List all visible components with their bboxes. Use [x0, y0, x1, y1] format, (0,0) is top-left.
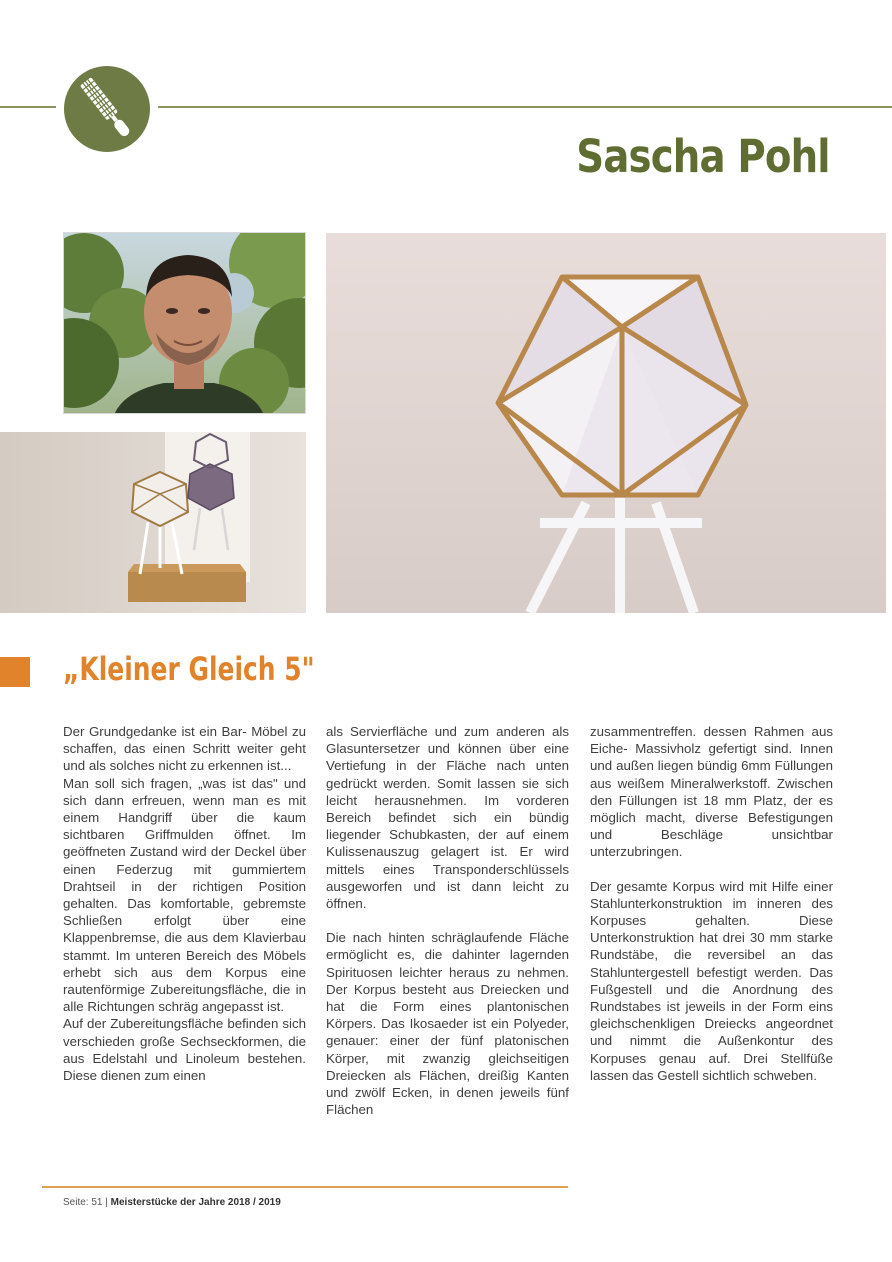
- portrait-photo: [63, 232, 306, 414]
- rasp-file-icon: [64, 66, 150, 152]
- publication-title: Meisterstücke der Jahre 2018 / 2019: [110, 1197, 281, 1208]
- category-badge: [64, 66, 150, 152]
- article-title: „Kleiner Gleich 5": [63, 650, 315, 688]
- page-number: Seite: 51: [63, 1197, 103, 1208]
- header-rule-right: [158, 106, 892, 108]
- paragraph: als Servierfläche und zum anderen als Glasuntersetzer und können über eine Vertiefung in der Fläche nach unten gedrückt werden. Somit lassen sie sich leicht herausnehmen. Im vorderen Bereich befindet sich ein bündig liegender Schubkasten, der auf einem Kulissenauszug gelagert ist. Er wird mittels eines Transponderschlüssels ausgeworfen und ist dann leicht zu öffnen.: [326, 724, 569, 912]
- paragraph: zusammentreffen. dessen Rahmen aus Eiche- Massivholz gefertigt sind. Innen und außen liegen bündig 6mm Füllungen aus weißem Mineralwerkstoff. Zwischen den Füllungen ist 18 mm Platz, der es möglich macht, diverse Befestigungen und Beschläge unsichtbar unterzubringen.: [590, 724, 833, 860]
- text-column-3: [590, 723, 833, 1084]
- header-rule-left: [0, 106, 56, 108]
- title-accent-square: [0, 657, 30, 687]
- icosahedron-bar-photo: [326, 233, 886, 613]
- paragraph: Auf der Zubereitungsfläche befinden sich verschieden große Sechseckformen, die aus Edelstahl und Linoleum bestehen. Diese dienen zum einen: [63, 1016, 306, 1084]
- paragraph: Man soll sich fragen, „was ist das" und sich dann erfreuen, wenn man es mit einem Handgriff über die kaum sichtbaren Griffmulden öffnet. Im geöffneten Zustand wird der Deckel über einen Federzug mit gummiertem Drahtseil in der richtigen Position gehalten. Das komfortable, gebremste Schließen erfolgt über eine Klappenbremse, die aus dem Klavierbau stammt. Im unteren Bereich des Möbels erhebt sich aus dem Korpus eine rautenförmige Zubereitungsfläche, die in alle Richtungen schräg angepasst ist.: [63, 775, 306, 1015]
- paragraph: Der Grundgedanke ist ein Bar- Möbel zu schaffen, das einen Schritt weiter geht und als solches nicht zu erkennen ist...: [63, 724, 306, 774]
- paragraph: Der gesamte Korpus wird mit Hilfe einer Stahlunterkonstruktion im inneren des Korpuses gehalten. Diese Unterkonstruktion hat drei 30 mm starke Rundstäbe, die reversibel an das Stahluntergestell befestigt werden. Das Fußgestell und die Anordnung des Rundstabes ist jeweils in der Form eins gleichschenkligen Dreiecks angeordnet und nimmt die Außenkontur des Korpuses genau auf. Drei Stellfüße lassen das Gestell sichtlich schweben.: [590, 878, 833, 1083]
- text-column-1: [63, 723, 306, 1084]
- footer-separator: |: [105, 1197, 108, 1208]
- furniture-scene-photo: [0, 432, 306, 613]
- paragraph: Die nach hinten schräglaufende Fläche ermöglicht es, die dahinter lagernden Spirituosen leichter heraus zu nehmen. Der Korpus besteht aus Dreiecken und hat die Form eines plantonischen Körpers. Das Ikosaeder ist ein Polyeder, genauer: einer der fünf platonischen Körper, mit zwanzig gleichseitigen Dreiecken als Flächen, dreißig Kanten und zwölf Ecken, in denen jeweils fünf Flächen: [326, 930, 569, 1118]
- page-footer: [63, 1197, 281, 1208]
- footer-rule: [42, 1186, 568, 1188]
- author-name: Sascha Pohl: [576, 130, 830, 183]
- text-column-2: [326, 723, 569, 1118]
